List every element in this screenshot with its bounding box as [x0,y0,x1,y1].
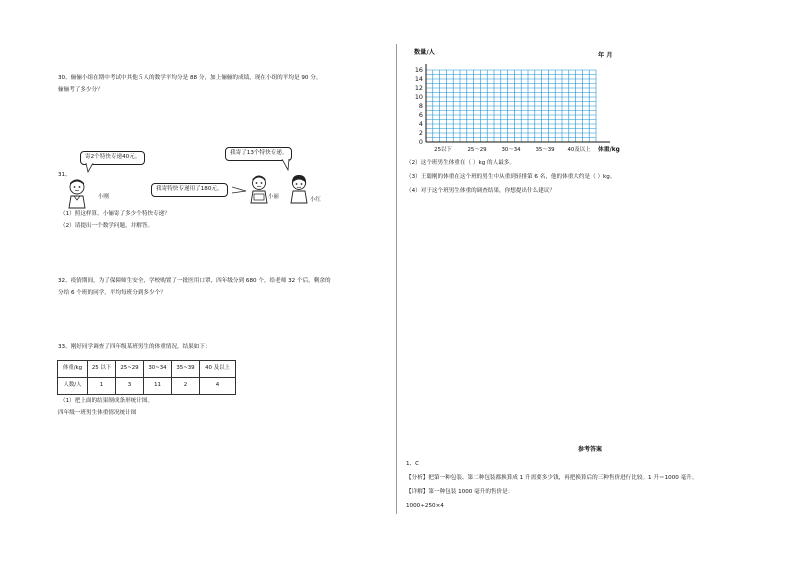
y-tick-label: 14 [414,75,423,83]
q33-sub2: （2）这个班男生体重在（ ）kg 的人最多。 [406,160,515,166]
bubble-xiaoli: 我寄特快专递用了180元。 [151,183,228,197]
table-cell: 人数/人 [58,378,88,395]
chart-caption: 四年级一班男生体重情况统计图 [58,410,137,416]
q31-sub2: （2）请提出一个数学问题，并解答。 [60,223,154,229]
y-tick-label: 0 [418,138,423,146]
q32-line1: 32、疫情期间，为了保障师生安全，学校购置了一批医用口罩，四年级分到 680 个，给老师 32 个后，剩余的 [58,278,331,284]
y-tick-label: 16 [414,66,423,74]
name-xiaogang: 小刚 [98,194,109,200]
table-row [58,361,236,378]
q33-sub1: （1）把上面的结果制成条形统计图。 [60,398,154,404]
answer-analysis: 【分析】把第一种包装、第二种包装都换算成 1 升需要多少钱，再把换算后的三种售价进行比较。1 升＝1000 毫升。 [406,475,698,481]
q33-sub3: （3）王聪刚的体重在这个班的男生中从重到轻排第 6 名，他的体重大约是（ ）kg。 [406,174,616,180]
table-cell: 25 以下 [88,361,116,378]
q30-line1: 30、俪俪小组在期中考试中其他５人的数学平均分是 88 分，加上俪俪的成绩，现在小组的平均是 90 分。 [58,75,322,81]
name-xiaohong: 小红 [310,197,321,203]
q33-sub4: （4）对于这个班男生体重的调查结果，你想提出什么建议？ [406,188,555,194]
q31-number: 31、 [58,172,71,178]
x-tick-label: 30～34 [501,147,521,153]
name-xiaoli: 小丽 [268,194,279,200]
q31-sub1: （1）照这样算，小俪寄了多少个特快专递？ [60,211,170,217]
y-tick-label: 4 [418,120,423,128]
q30-line2: 俪俪考了多少分？ [58,87,103,93]
weight-table [57,360,236,395]
table-cell: 4 [200,378,236,395]
weight-bar-chart [408,62,638,158]
answer-detail: 【详解】第一种包装 1000 毫升的售价是： [406,489,514,495]
table-cell: 体重/kg [58,361,88,378]
table-row [58,378,236,395]
xiaogang-figure-icon [63,178,91,210]
answer-formula: 1000÷250×4 [406,503,444,509]
q33-line1: 33、刚好同学调查了四年级某班男生的体重情况，结果如下： [58,344,211,350]
table-cell: 11 [144,378,172,395]
table-cell: 40 及以上 [200,361,236,378]
table-cell: 3 [116,378,144,395]
chart-date-label: 年 月 [598,52,613,59]
y-tick-label: 6 [418,111,423,119]
y-tick-label: 8 [418,102,423,110]
q32-line2: 分给 6 个班的同学，平均每班分到多少个？ [58,290,166,296]
bubble-tail-xiaohong [280,159,292,171]
table-cell: 25~29 [116,361,144,378]
table-cell: 30~34 [144,361,172,378]
x-tick-label: 25以下 [434,147,452,153]
y-tick-label: 2 [418,129,423,137]
bubble-xiaogang: 寄2个特快专递40元。 [80,151,145,165]
xiaohong-figure-icon [287,174,311,204]
x-tick-label: 25～29 [467,147,487,153]
bubble-xiaohong: 我寄了13个特快专递。 [225,147,292,161]
table-cell: 2 [172,378,200,395]
table-cell: 35~39 [172,361,200,378]
table-cell: 1 [88,378,116,395]
page-divider [396,44,397,514]
y-tick-label: 12 [414,84,423,92]
x-tick-label: 35～39 [535,147,555,153]
chart-xlabel: 体重/kg [598,147,620,153]
answers-title: 参考答案 [578,446,603,453]
x-tick-label: 40及以上 [567,147,591,153]
bubble-tail-xiaogang [84,163,96,173]
answer-1: 1、C [406,461,420,467]
y-tick-label: 10 [414,93,423,101]
chart-ylabel: 数量/人 [414,49,435,56]
